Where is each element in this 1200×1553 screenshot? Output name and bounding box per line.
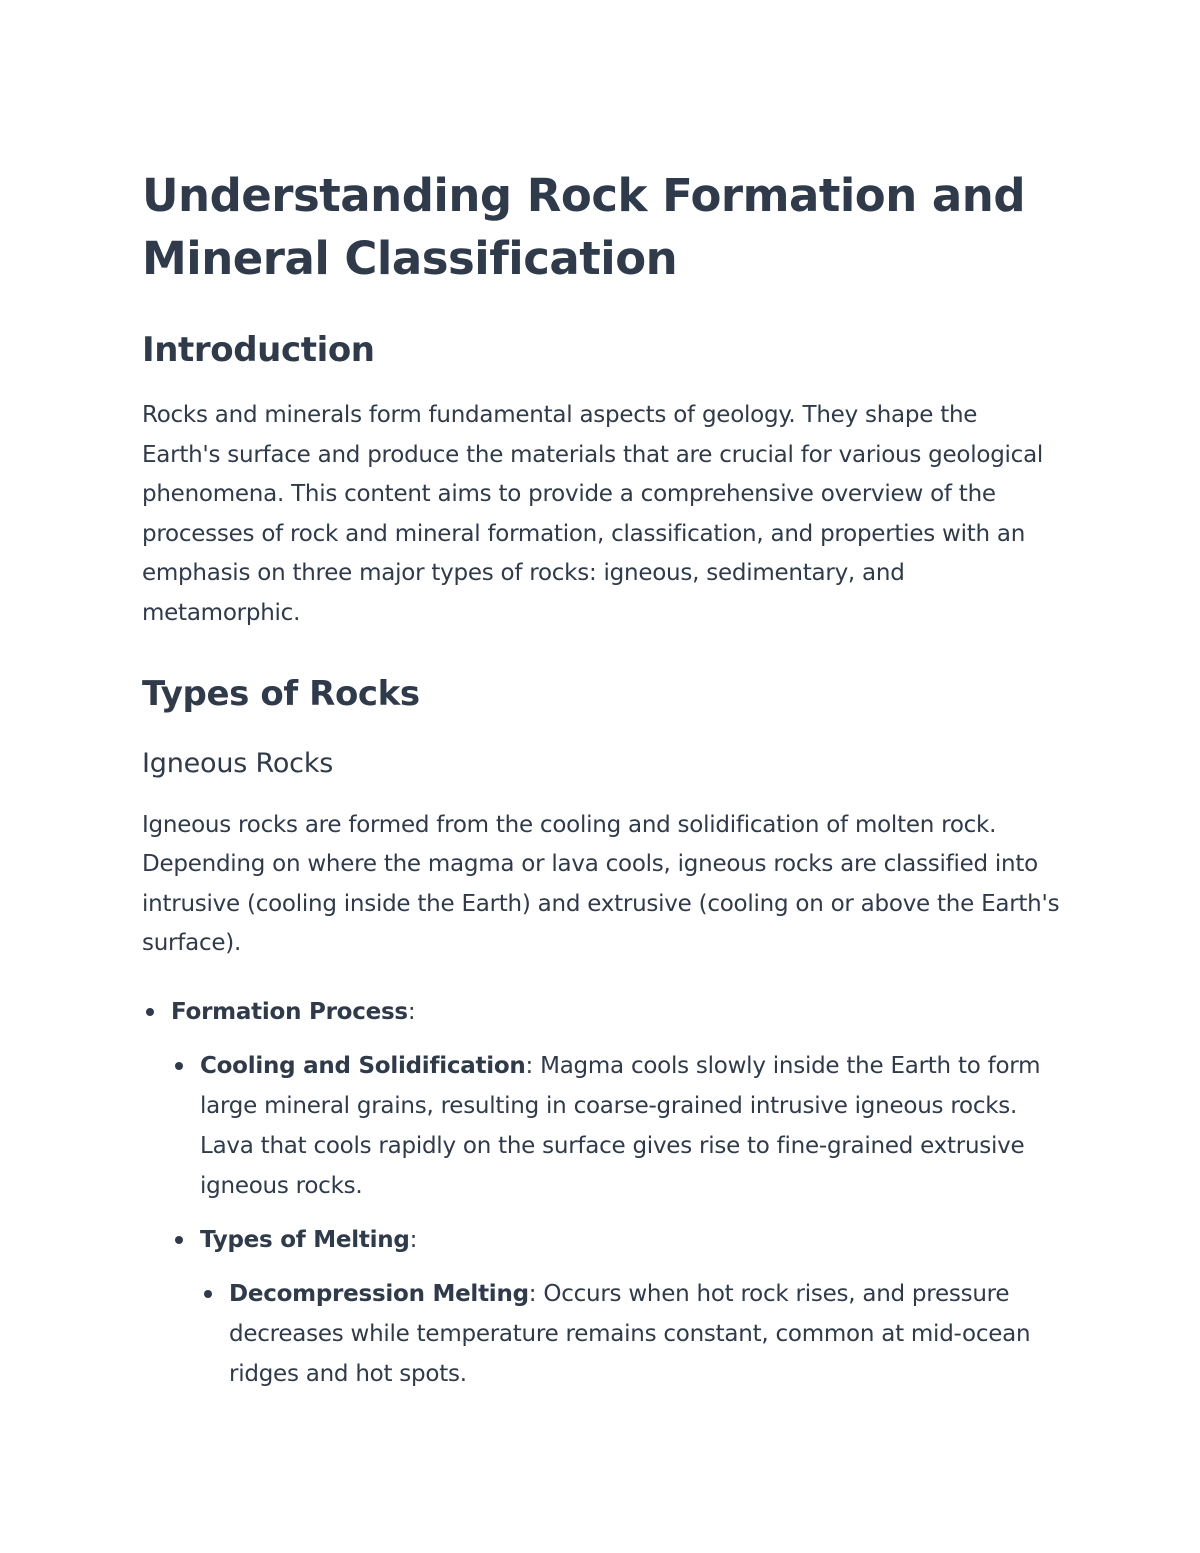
- decompression-melting-text: : Occurs when hot rock rises, and pressure decreases while temperature remains constant, common at mid-ocean ridges and hot spots.: [229, 1280, 1031, 1387]
- cooling-solidification-text: : Magma cools slowly inside the Earth to form large mineral grains, resulting in coarse-grained intrusive igneous rocks. Lava that cools rapidly on the surface gives rise to fine-grained extrusive igneous rocks.: [200, 1052, 1041, 1199]
- cooling-solidification-label: Cooling and Solidification: [200, 1052, 526, 1079]
- igneous-rocks-paragraph: Igneous rocks are formed from the cooling and solidification of molten rock. Depending on where the magma or lava cools, igneous rocks are classified into intrusive (cooling inside the Earth) and extrusive (cooling on or above the Earth's surface).: [142, 811, 1060, 957]
- bullet-icon: [146, 1008, 154, 1016]
- bullet-icon: [204, 1290, 212, 1298]
- igneous-bullet-list: [142, 992, 1062, 1394]
- introduction-heading: Introduction: [142, 330, 375, 370]
- bullet-icon: [175, 1062, 183, 1070]
- list-item-decompression-melting: [200, 1274, 1062, 1394]
- decompression-melting-label: Decompression Melting: [229, 1280, 529, 1307]
- formation-process-sublist: [171, 1046, 1062, 1394]
- document-title: Understanding Rock Formation and Mineral Classification: [142, 169, 1026, 285]
- introduction-paragraph: Rocks and minerals form fundamental aspects of geology. They shape the Earth's surface and produce the materials that are crucial for various geological phenomena. This content aims to provide a comprehensive overview of the processes of rock and mineral formation, classification, and properties with an emphasis on three major types of rocks: igneous, sedimentary, and metamorphic.: [142, 402, 1044, 626]
- list-item-formation-process: [142, 992, 1062, 1394]
- types-of-melting-label: Types of Melting: [200, 1226, 410, 1253]
- types-of-melting-colon: :: [409, 1226, 418, 1253]
- formation-process-label: Formation Process: [171, 998, 408, 1025]
- document-page: [142, 164, 1062, 1394]
- types-of-rocks-heading: Types of Rocks: [142, 673, 420, 714]
- bullet-icon: [175, 1236, 183, 1244]
- types-of-melting-sublist: [200, 1274, 1062, 1394]
- formation-process-colon: :: [407, 998, 416, 1025]
- list-item-cooling-solidification: [171, 1046, 1062, 1206]
- list-item-types-of-melting: [171, 1220, 1062, 1394]
- igneous-rocks-heading: Igneous Rocks: [142, 747, 334, 779]
